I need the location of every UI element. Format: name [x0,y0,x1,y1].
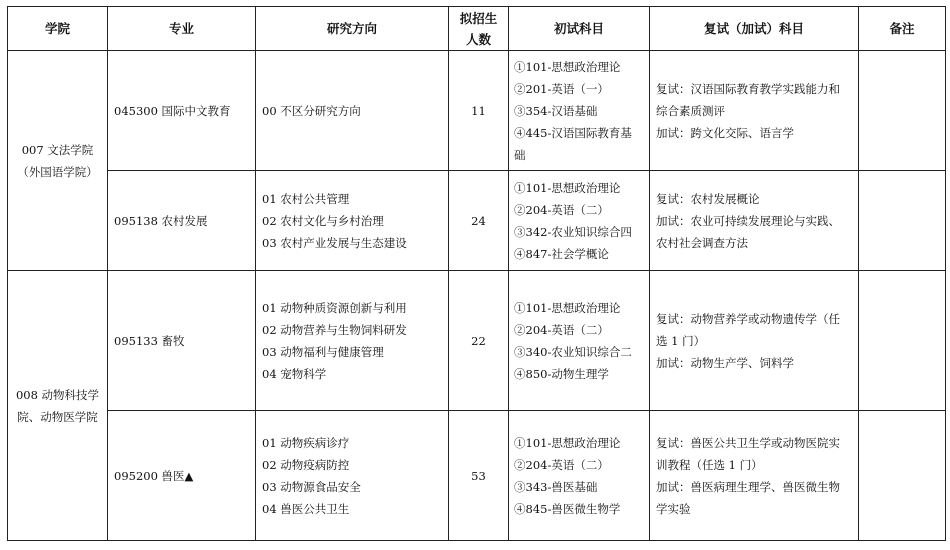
header-major: 专业 [108,7,256,51]
retest-cell [650,271,859,411]
retest-line: 复试：动物营养学或动物遗传学（任 [656,311,840,326]
major-cell: 095133 畜牧 [108,271,256,411]
header-enroll-line1: 拟招生 [459,10,498,26]
direction-item: 02 农村文化与乡村治理 [262,213,384,228]
direction-item: 02 动物营养与生物饲料研发 [262,322,407,337]
direction-cell [256,271,449,411]
exam-item: ①101-思想政治理论 [514,59,621,74]
direction-cell [256,411,449,541]
direction-item: 00 不区分研究方向 [262,103,361,118]
college-name-sub: 院、动物医学院 [17,409,98,424]
retest-line: 选 1 门） [656,333,706,348]
direction-item: 04 兽医公共卫生 [262,501,350,516]
header-enroll-line2: 人数 [465,31,491,47]
college-cell [8,51,108,271]
retest-cell [650,51,859,171]
retest-line: 加试：跨文化交际、语言学 [656,125,794,140]
direction-item: 01 动物疾病诊疗 [262,435,350,450]
note-cell [859,171,946,271]
retest-line: 训教程（任选 1 门） [656,457,763,472]
table-row [8,271,946,411]
college-cell [8,271,108,541]
exam-item: ④847-社会学概论 [514,246,609,261]
header-college: 学院 [8,7,108,51]
exam-item: ②204-英语（二） [514,202,609,217]
retest-line: 加试：动物生产学、饲料学 [656,355,794,370]
table-row [8,171,946,271]
header-exam: 初试科目 [509,7,650,51]
note-cell [859,411,946,541]
header-direction: 研究方向 [256,7,449,51]
header-row [8,7,946,51]
exam-item: ②204-英语（二） [514,457,609,472]
exam-cell [509,411,650,541]
college-name: 008 动物科技学 [15,387,100,402]
exam-cell [509,271,650,411]
enroll-cell: 53 [449,411,509,541]
note-cell [859,51,946,171]
exam-item: ③343-兽医基础 [514,479,598,494]
header-retest: 复试（加试）科目 [650,7,859,51]
exam-item: ③354-汉语基础 [514,103,598,118]
retest-line: 学实验 [656,501,691,516]
college-name-sub: （外国语学院） [17,164,98,179]
exam-item: ①101-思想政治理论 [514,435,621,450]
retest-cell [650,171,859,271]
admissions-table [7,6,946,541]
direction-item: 01 农村公共管理 [262,191,350,206]
enroll-cell: 22 [449,271,509,411]
retest-line: 复试：农村发展概论 [656,191,760,206]
college-name: 007 文法学院 [21,142,94,157]
header-enroll [449,7,509,51]
major-cell: 095200 兽医▲ [108,411,256,541]
retest-line: 复试：兽医公共卫生学或动物医院实 [656,435,840,450]
exam-cell [509,171,650,271]
exam-cell [509,51,650,171]
enroll-cell: 24 [449,171,509,271]
retest-line: 综合素质测评 [656,103,725,118]
direction-item: 03 动物源食品安全 [262,479,361,494]
note-cell [859,271,946,411]
exam-item: 础 [514,147,526,162]
retest-line: 农村社会调查方法 [656,235,748,250]
direction-cell [256,51,449,171]
retest-cell [650,411,859,541]
direction-item: 03 农村产业发展与生态建设 [262,235,407,250]
exam-item: ②204-英语（二） [514,322,609,337]
major-cell: 045300 国际中文教育 [108,51,256,171]
exam-item: ④850-动物生理学 [514,366,609,381]
direction-cell [256,171,449,271]
exam-item: ①101-思想政治理论 [514,180,621,195]
direction-item: 02 动物疫病防控 [262,457,350,472]
major-cell: 095138 农村发展 [108,171,256,271]
direction-item: 04 宠物科学 [262,366,327,381]
retest-line: 加试：兽医病理生理学、兽医微生物 [656,479,840,494]
table-row [8,411,946,541]
exam-item: ①101-思想政治理论 [514,300,621,315]
exam-item: ③340-农业知识综合二 [514,344,632,359]
direction-item: 01 动物种质资源创新与利用 [262,300,407,315]
table-row [8,51,946,171]
exam-item: ②201-英语（一） [514,81,609,96]
header-note: 备注 [859,7,946,51]
retest-line: 复试：汉语国际教育教学实践能力和 [656,81,840,96]
exam-item: ④445-汉语国际教育基 [514,125,632,140]
retest-line: 加试：农业可持续发展理论与实践、 [656,213,840,228]
direction-item: 03 动物福利与健康管理 [262,344,384,359]
exam-item: ③342-农业知识综合四 [514,224,632,239]
enroll-cell: 11 [449,51,509,171]
exam-item: ④845-兽医微生物学 [514,501,621,516]
